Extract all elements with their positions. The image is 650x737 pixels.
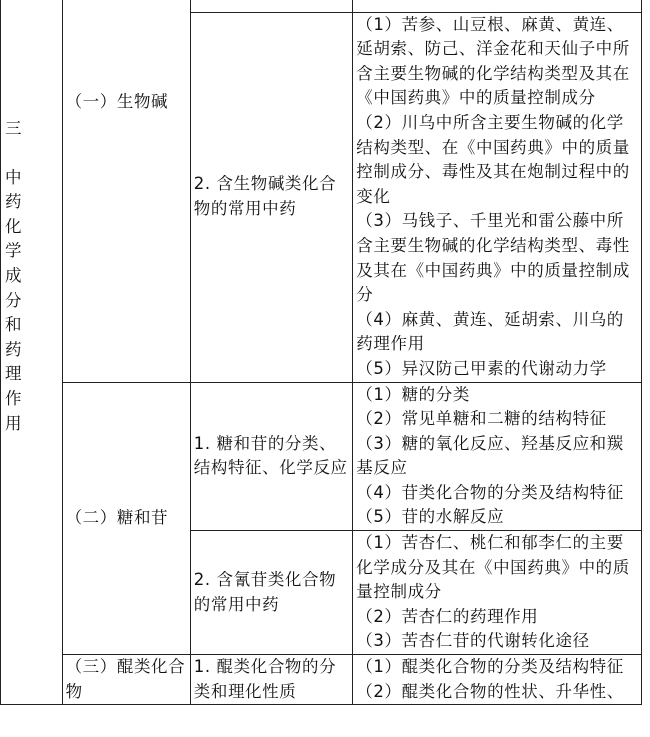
detail-cell [353, 12, 642, 382]
section-number: 三 [5, 119, 23, 138]
section-title: 中 药 化 学 成 分 和 药 理 作 用 [5, 167, 23, 433]
detail-cell [353, 0, 642, 12]
detail-item: （1）糖的分类 [356, 384, 470, 404]
group-name: （二）糖和苷 [65, 507, 169, 527]
topic-cell [190, 655, 353, 705]
topic-cell [190, 0, 353, 12]
table-row [1, 0, 642, 12]
table-row [1, 382, 642, 531]
detail-item: （5）苷的水解反应 [356, 507, 505, 527]
detail-item: （2）常见单糖和二糖的结构特征 [356, 409, 607, 429]
detail-item: （1）苦参、山豆根、麻黄、黄连、延胡索、防己、洋金花和天仙子中所含主要生物碱的化学结构类型及其在《中国药典》中的质量控制成分 [356, 14, 630, 108]
topic-cell [190, 382, 353, 531]
group-name: （一）生物碱 [65, 92, 169, 111]
group-cell [62, 382, 190, 655]
group-name: （三）醌类化合物 [65, 657, 186, 701]
topic-text: 1. 糖和苷的分类、结构特征、化学反应 [193, 433, 348, 478]
topic-text: 1. 醌类化合物的分类和理化性质 [193, 657, 337, 701]
topic-text: 2. 含氰苷类化合物的常用中药 [193, 569, 337, 614]
detail-item: （3）糖的氧化反应、羟基反应和羰基反应 [356, 433, 624, 478]
detail-item: （1）苦杏仁、桃仁和郁李仁的主要化学成分及其在《中国药典》中的质量控制成分 [356, 533, 630, 602]
detail-cell [353, 382, 642, 531]
detail-cell [353, 531, 642, 655]
detail-item: （3）马钱子、千里光和雷公藤中所含主要生物碱的化学结构类型、毒性及其在《中国药典》中的质量控制成分 [356, 211, 630, 305]
detail-item: （1）醌类化合物的分类及结构特征 [356, 657, 624, 677]
detail-item: （4）苷类化合物的分类及结构特征 [356, 482, 624, 502]
topic-cell [190, 531, 353, 655]
topic-cell [190, 12, 353, 382]
detail-cell [353, 655, 642, 705]
detail-item: （4）麻黄、黄连、延胡索、川乌的药理作用 [356, 309, 624, 354]
detail-item: （5）异汉防己甲素的代谢动力学 [356, 358, 607, 378]
detail-item: （3）苦杏仁苷的代谢转化途径 [356, 631, 590, 651]
topic-text: 2. 含生物碱类化合物的常用中药 [193, 174, 337, 219]
group-cell [62, 655, 190, 705]
detail-item: （2）川乌中所含主要生物碱的化学结构类型、在《中国药典》中的质量控制成分、毒性及其在炮制过程中的变化 [356, 112, 630, 206]
table-row [1, 655, 642, 705]
detail-item: （2）苦杏仁的药理作用 [356, 606, 539, 626]
detail-item: （2）醌类化合物的性状、升华性、 [356, 681, 624, 701]
section-cell [1, 0, 63, 705]
group-cell [62, 0, 190, 382]
